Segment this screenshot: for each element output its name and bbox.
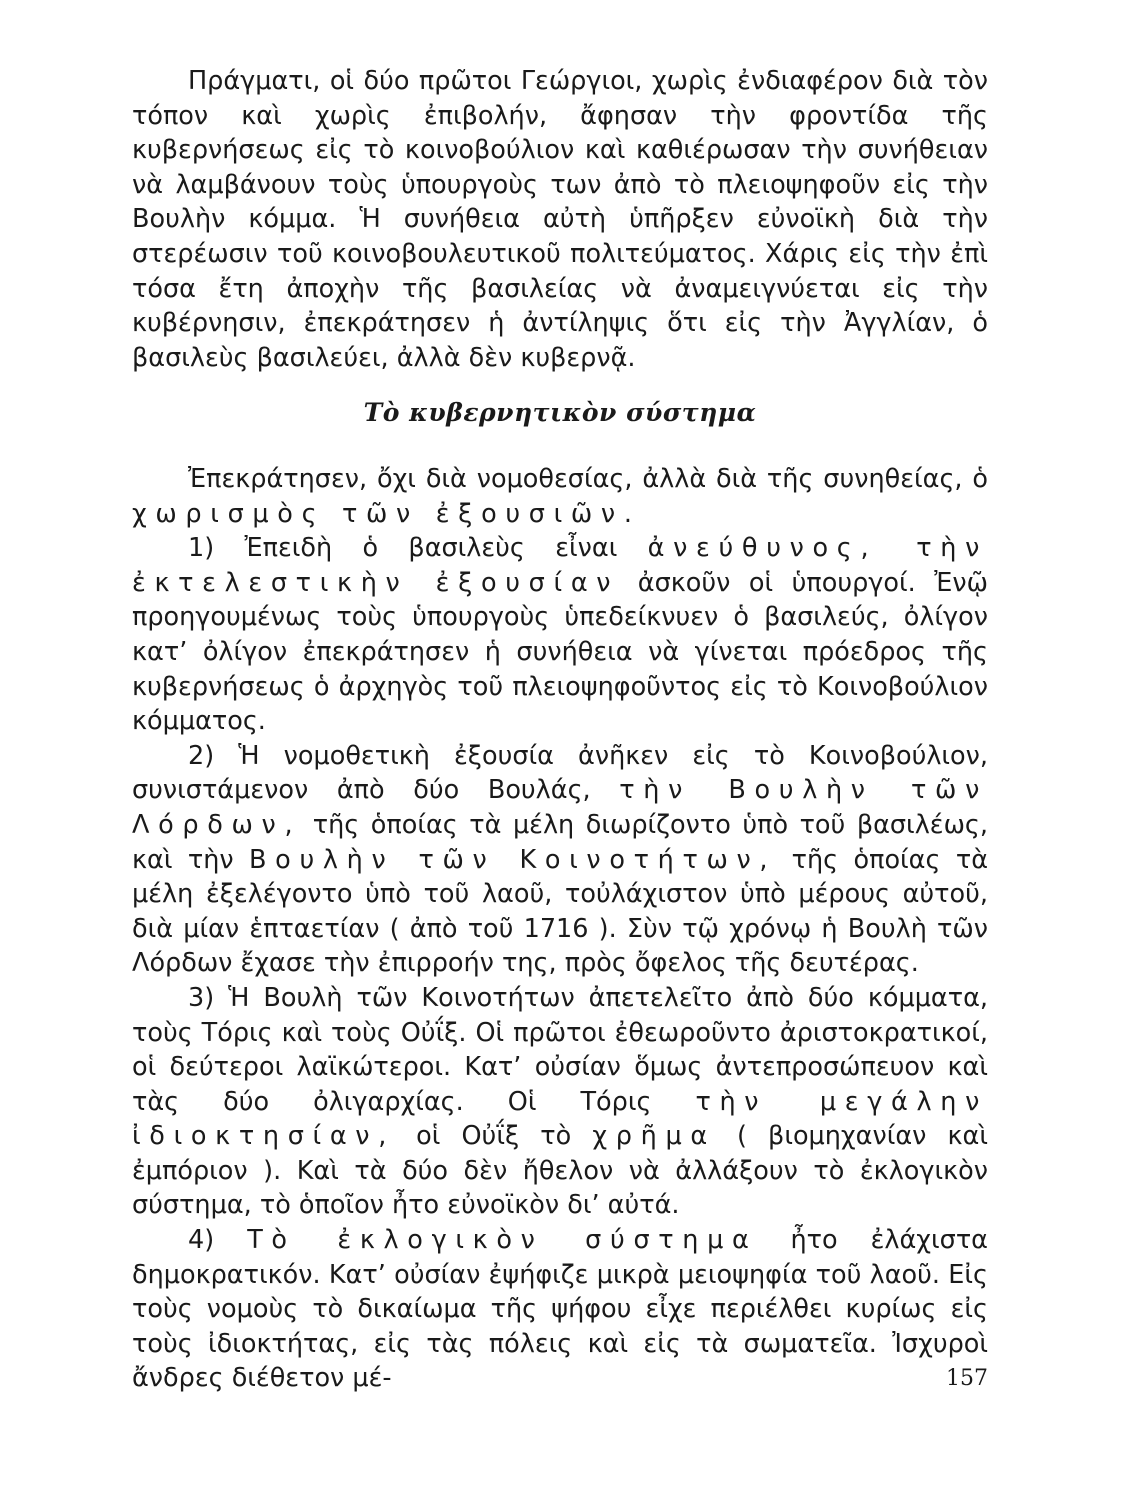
section-heading: Τὸ κυβερνητικὸν σύστημα [363, 398, 757, 427]
intro-paragraph: Πράγματι, οἱ δύο πρῶτοι Γεώργιοι, χωρὶς ἐνδιαφέρον διὰ τὸν τόπον καὶ χωρὶς ἐπιβολήν, ἄφησαν τὴν φροντίδα τῆς κυβερνήσεως εἰς τὸ κοινοβούλιον καὶ καθιέρωσαν τὴν συνήθειαν νὰ λαμβάνουν τοὺς ὑπουργοὺς των ἀπὸ τὸ πλειοψηφοῦν εἰς τὴν Βουλὴν κόμμα. Ἡ συνήθεια αὐτὴ ὑπῆρξεν εὐνοϊκὴ διὰ τὴν στερέωσιν τοῦ κοινοβουλευτικοῦ πολιτεύματος. Χάρις εἰς τὴν ἐπὶ τόσα ἔτη ἀποχὴν τῆς βασιλείας νὰ ἀναμειγνύεται εἰς τὴν κυβέρνησιν, ἐπεκράτησεν ἡ ἀντίληψις ὅτι εἰς τὴν Ἀγγλίαν, ὁ βασιλεὺς βασιλεύει, ἀλλὰ δὲν κυβερνᾷ. [132, 66, 988, 373]
body-section [132, 462, 988, 1396]
paragraph-point-1 [132, 531, 988, 739]
paragraph-separation-of-powers [132, 462, 988, 531]
spaced-emphasis: τὴν μεγάλην ἰδιοκτησίαν, [132, 1086, 988, 1152]
paragraph-text: τῆς ὁποίας τὰ μέλη διωρίζοντο ὑπὸ τοῦ βασιλέως, καὶ τὴν [132, 809, 988, 875]
paragraph-point-2 [132, 739, 988, 981]
paragraph-text: οἱ Οὐΐξ τὸ [395, 1121, 593, 1152]
paragraph-text: 4) [188, 1225, 248, 1256]
spaced-emphasis: χρῆμα [592, 1121, 716, 1152]
paragraph-text: Ἐπεκράτησεν, ὄχι διὰ νομοθεσίας, ἀλλὰ διὰ τῆς συνηθείας, ὁ [188, 464, 988, 494]
paragraph-text: ( βιομηχανίαν καὶ ἐμπόριον ). Καὶ τὰ δύο δὲν ἤθελον νὰ ἀλλάξουν τὸ ἐκλογικὸν σύστημα, τὸ ὁποῖον ἦτο εὐνοϊκὸν δι’ αὐτά. [132, 1121, 988, 1221]
spaced-emphasis: Βουλὴν τῶν Κοινοτήτων, [249, 844, 777, 875]
spaced-emphasis: χωρισμὸς τῶν ἐξουσιῶν. [132, 498, 641, 529]
paragraph-text: τῆς ὁποίας τὰ μέλη ἐξελέγοντο ὑπὸ τοῦ λαοῦ, τοὐλάχιστον ὑπὸ μέρους αὐτοῦ, διὰ μίαν ἑπταετίαν ( ἀπὸ τοῦ 1716 ). Σὺν τῷ χρόνῳ ἡ Βουλὴ τῶν Λόρδων ἔχασε τὴν ἐπιρροήν της, πρὸς ὄφελος τῆς δευτέρας. [132, 844, 989, 979]
paragraph-text: 2) Ἡ νομοθετικὴ ἐξουσία ἀνῆκεν εἰς τὸ Κοινοβούλιον, συνιστάμενον ἀπὸ δύο Βουλάς, [132, 740, 988, 806]
paragraph-text: ἦτο ἐλάχιστα δημοκρατικόν. Κατ’ οὐσίαν ἐψήφιζε μικρὰ μειοψηφία τοῦ λαοῦ. Εἰς τοὺς νομοὺς τὸ δικαίωμα τῆς ψήφου εἶχε περιέλθει κυρίως εἰς τοὺς ἰδιοκτήτας, εἰς τὰς πόλεις καὶ εἰς τὰ σωματεῖα. Ἰσχυροὶ ἄνδρες διέθετον μέ- [132, 1225, 988, 1394]
paragraph-text: 1) Ἐπειδὴ ὁ βασιλεὺς εἶναι [188, 533, 648, 564]
spaced-emphasis: ἀνεύθυνος, τὴν ἐκτελεστικὴν ἐξουσίαν [132, 533, 988, 598]
paragraph-point-4 [132, 1223, 988, 1396]
paragraph-text: 3) Ἡ Βουλὴ τῶν Κοινοτήτων ἀπετελεῖτο ἀπὸ δύο κόμματα, τοὺς Τόρις καὶ τοὺς Οὐΐξ. Οἱ πρῶτοι ἐθεωροῦντο ἀριστοκρατικοί, οἱ δεύτεροι λαϊκώτεροι. Κατ’ οὐσίαν ὅμως ἀντεπροσώπευον καὶ τὰς δύο ὀλιγαρχίας. Οἱ Τόρις [132, 982, 988, 1117]
page-number: 157 [946, 1366, 988, 1391]
spaced-emphasis: Τὸ ἐκλογικὸν σύστημα [247, 1225, 758, 1256]
spaced-emphasis: τὴν Βουλὴν τῶν Λόρδων, [132, 775, 988, 840]
paragraph-point-3 [132, 981, 988, 1223]
paragraph-text: ἀσκοῦν οἱ ὑπουργοί. Ἐνῷ προηγουμένως τοὺς ὑπουργοὺς ὑπεδείκνυεν ὁ βασιλεύς, ὀλίγον κατ’ ὀλίγον ἐπεκράτησεν ἡ συνήθεια νὰ γίνεται πρόεδρος τῆς κυβερνήσεως ὁ ἀρχηγὸς τοῦ πλειοψηφοῦντος εἰς τὸ Κοινοβούλιον κόμματος. [132, 567, 988, 737]
intro-section [132, 64, 988, 375]
